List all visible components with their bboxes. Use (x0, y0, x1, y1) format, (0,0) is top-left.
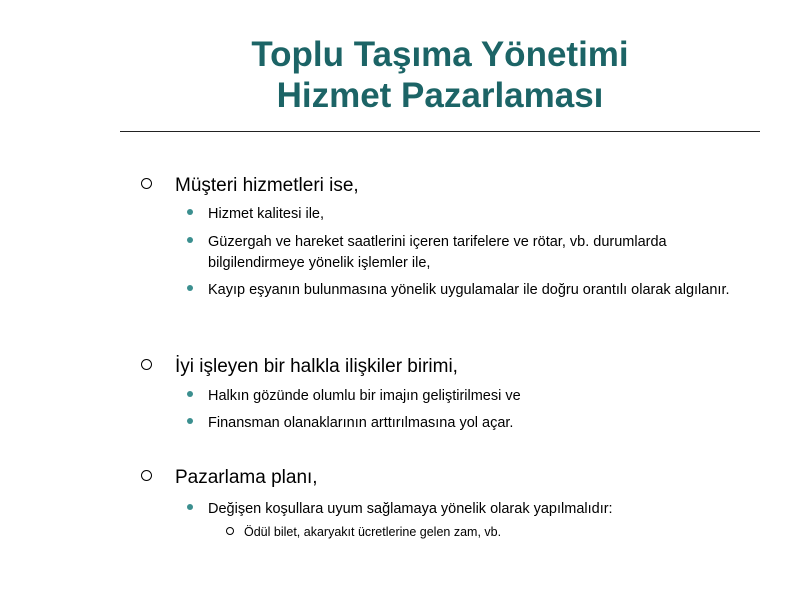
dot-bullet-icon (187, 209, 193, 215)
dot-bullet-icon (187, 285, 193, 291)
slide-title (120, 34, 760, 116)
list-item: Kayıp eşyanın bulunmasına yönelik uygulamalar ile doğru orantılı olarak algılanır. (208, 282, 730, 298)
title-divider (120, 131, 760, 132)
title-line-1: Toplu Taşıma Yönetimi (251, 35, 629, 74)
hollow-circle-bullet-icon (141, 178, 152, 189)
hollow-circle-bullet-icon (141, 359, 152, 370)
list-item: Halkın gözünde olumlu bir imajın geliştirilmesi ve (208, 388, 521, 404)
hollow-circle-subbullet-icon (226, 527, 234, 535)
list-item: Hizmet kalitesi ile, (208, 206, 325, 222)
dot-bullet-icon (187, 418, 193, 424)
sub-list-item: Ödül bilet, akaryakıt ücretlerine gelen zam, vb. (244, 525, 502, 539)
list-item: Güzergah ve hareket saatlerini içeren tarifelere ve rötar, vb. durumlarda bilgilendirmeye yönelik işlemler ile, (208, 234, 667, 271)
dot-bullet-icon (187, 504, 193, 510)
section-heading-musteri: Müşteri hizmetleri ise, (175, 175, 359, 196)
section-heading-halkla-iliskiler: İyi işleyen bir halkla ilişkiler birimi, (175, 356, 458, 377)
title-line-2: Hizmet Pazarlaması (276, 76, 604, 115)
section-heading-pazarlama-plani: Pazarlama planı, (175, 467, 318, 488)
hollow-circle-bullet-icon (141, 470, 152, 481)
list-item: Değişen koşullara uyum sağlamaya yönelik olarak yapılmalıdır: (208, 501, 613, 517)
list-item: Finansman olanaklarının arttırılmasına yol açar. (208, 415, 514, 431)
dot-bullet-icon (187, 237, 193, 243)
dot-bullet-icon (187, 391, 193, 397)
